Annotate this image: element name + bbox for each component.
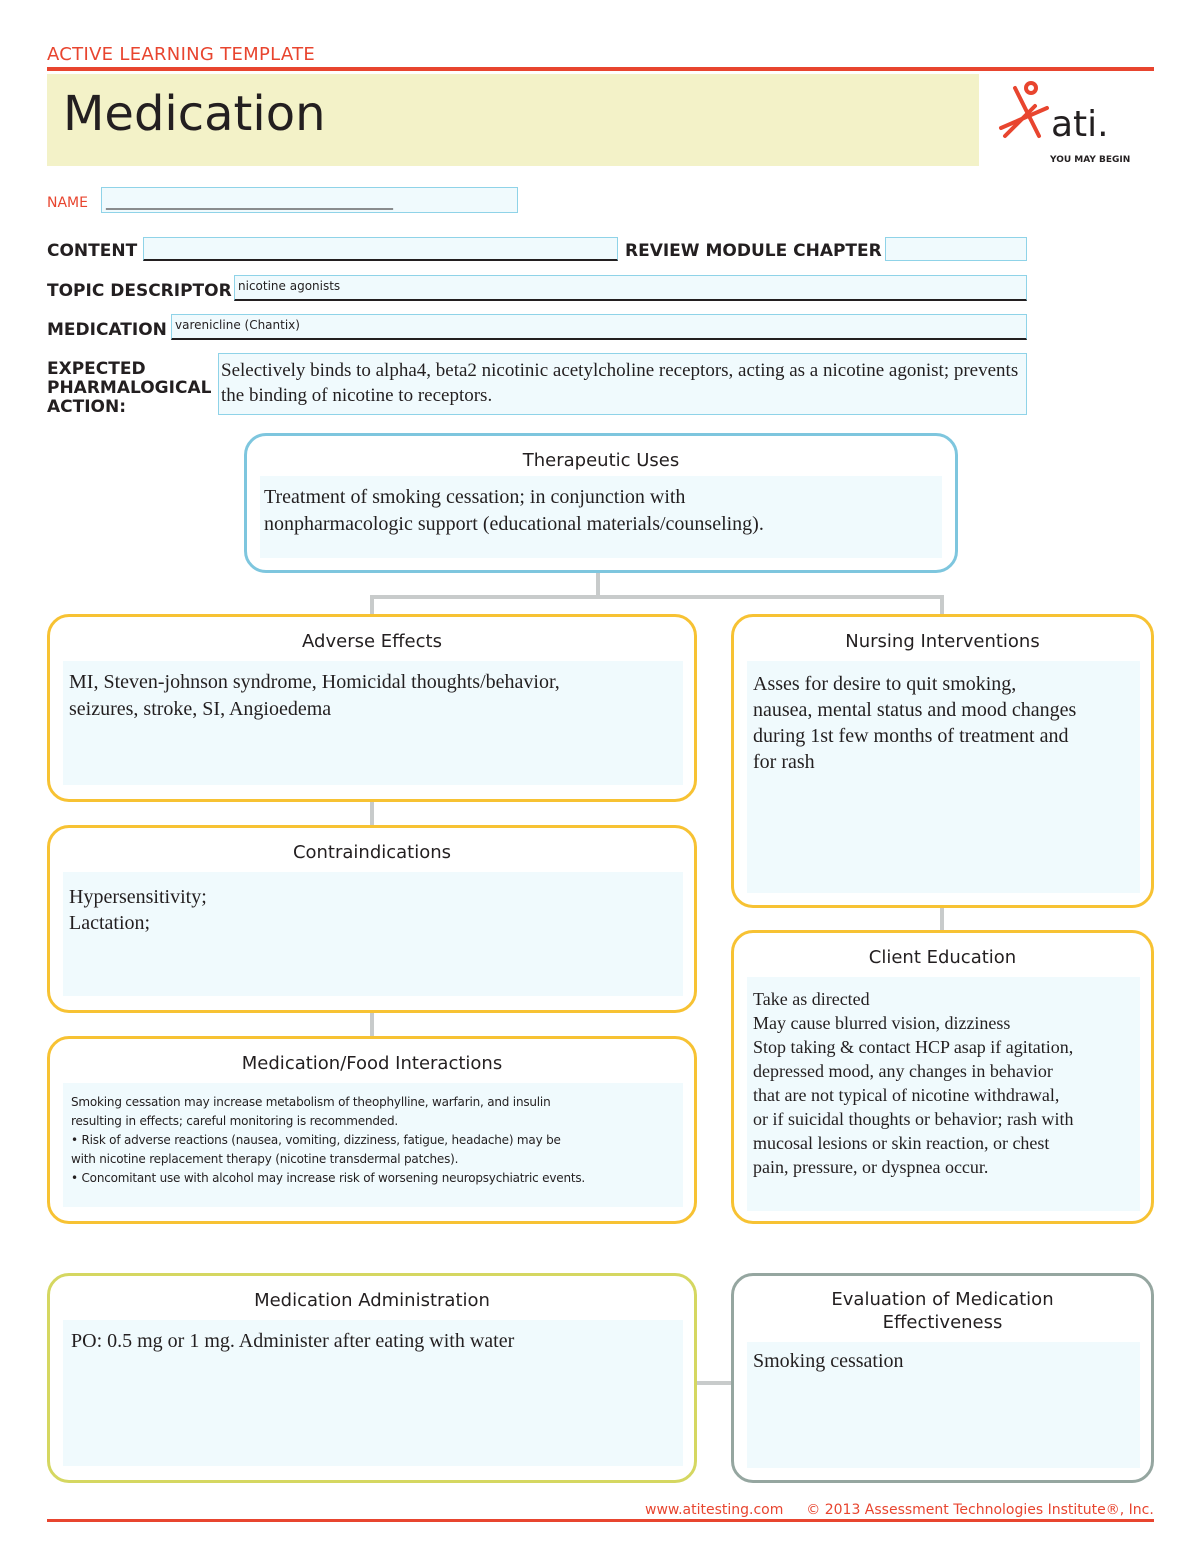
adverse-effects-body[interactable] (63, 661, 683, 785)
connector-adverse-contra (370, 800, 374, 826)
expected-action-label-line3: ACTION: (47, 397, 127, 417)
adverse-effects-box (47, 614, 697, 802)
interactions-title: Medication/Food Interactions (241, 1053, 503, 1074)
interactions-line-1: Smoking cessation may increase metabolism of theophylline, warfarin, and insulin (71, 1095, 551, 1109)
therapeutic-uses-title: Therapeutic Uses (522, 450, 680, 471)
medication-value: varenicline (Chantix) (175, 318, 300, 332)
review-module-label: REVIEW MODULE CHAPTER (625, 241, 882, 261)
expected-action-value: Selectively binds to alpha4, beta2 nicotinic acetylcholine receptors, acting as a nicotine agonist; prevents the binding of nicotine to receptors. (221, 360, 1019, 406)
client-education-title: Client Education (868, 947, 1017, 968)
name-field-value: _________________________________________ (106, 194, 393, 210)
interactions-line-5: • Concomitant use with alcohol may increase risk of worsening neuropsychiatric events. (71, 1171, 586, 1185)
evaluation-title-line-1: Evaluation of Medication (831, 1289, 1054, 1310)
expected-action-label-line1: EXPECTED (47, 359, 146, 379)
connector-nursing-education (940, 906, 944, 932)
logo-text: ati. (1051, 104, 1109, 145)
topic-descriptor-value: nicotine agonists (238, 279, 341, 293)
interactions-line-2: resulting in effects; careful monitoring is recommended. (71, 1114, 398, 1128)
interactions-body[interactable] (63, 1083, 683, 1207)
adverse-line-1: MI, Steven-johnson syndrome, Homicidal thoughts/behavior, (69, 671, 560, 693)
medication-field[interactable] (171, 314, 1027, 340)
education-line-2: May cause blurred vision, dizziness (753, 1013, 1011, 1033)
administration-line-1: PO: 0.5 mg or 1 mg. Administer after eating with water (71, 1330, 515, 1352)
content-field[interactable] (143, 237, 618, 261)
connector-admin-evaluation (695, 1381, 733, 1385)
contra-line-1: Hypersensitivity; (69, 886, 207, 908)
connector-horizontal (370, 595, 943, 599)
evaluation-title-line-2: Effectiveness (882, 1312, 1003, 1333)
education-line-7: mucosal lesions or skin reaction, or chest (753, 1133, 1050, 1153)
therapeutic-line-1: Treatment of smoking cessation; in conjunction with (264, 486, 686, 508)
nursing-line-2: nausea, mental status and mood changes (753, 699, 1077, 721)
education-line-8: pain, pressure, or dyspnea occur. (753, 1157, 989, 1177)
footer-text (645, 1502, 1154, 1518)
evaluation-title (734, 1288, 1151, 1334)
expected-action-field[interactable] (218, 353, 1027, 415)
name-label: NAME (47, 195, 88, 211)
interactions-line-3: • Risk of adverse reactions (nausea, vomiting, dizziness, fatigue, headache) may be (71, 1133, 561, 1147)
footer-rule (47, 1519, 1154, 1522)
expected-action-label (47, 360, 211, 417)
review-module-field[interactable] (885, 237, 1027, 261)
connector-therapeutic-down (596, 571, 600, 597)
connector-left-drop (370, 595, 374, 615)
page-title: Medication (63, 86, 326, 142)
administration-box (47, 1273, 697, 1483)
logo-tagline: YOU MAY BEGIN (1050, 155, 1131, 165)
education-line-6: or if suicidal thoughts or behavior; rash with (753, 1109, 1074, 1129)
content-label: CONTENT (47, 241, 138, 261)
evaluation-box (731, 1273, 1154, 1483)
education-line-1: Take as directed (753, 989, 870, 1009)
nursing-line-1: Asses for desire to quit smoking, (753, 673, 1017, 695)
education-line-5: that are not typical of nicotine withdrawal, (753, 1085, 1060, 1105)
interactions-line-4: with nicotine replacement therapy (nicotine transdermal patches). (71, 1152, 459, 1166)
nursing-interventions-title: Nursing Interventions (845, 631, 1040, 652)
template-label: ACTIVE LEARNING TEMPLATE (47, 44, 316, 65)
topic-descriptor-label: TOPIC DESCRIPTOR (47, 281, 232, 301)
education-line-4: depressed mood, any changes in behavior (753, 1061, 1053, 1081)
client-education-body[interactable] (747, 977, 1140, 1211)
connector-contra-interactions (370, 1012, 374, 1038)
name-field[interactable] (101, 187, 518, 213)
therapeutic-uses-box (244, 433, 958, 573)
topic-descriptor-field[interactable] (234, 275, 1027, 301)
nursing-interventions-box (731, 614, 1154, 908)
nursing-interventions-body[interactable] (747, 661, 1140, 893)
contraindications-title: Contraindications (292, 842, 452, 863)
therapeutic-line-2: nonpharmacologic support (educational materials/counseling). (264, 513, 764, 535)
footer-copyright: © 2013 Assessment Technologies Institute®, Inc. (806, 1502, 1154, 1518)
education-line-3: Stop taking & contact HCP asap if agitation, (753, 1037, 1074, 1057)
interactions-box (47, 1036, 697, 1224)
nursing-line-3: during 1st few months of treatment and (753, 725, 1069, 747)
evaluation-line-1: Smoking cessation (753, 1350, 904, 1372)
medication-label: MEDICATION (47, 320, 167, 340)
administration-body[interactable] (63, 1320, 683, 1466)
expected-action-label-line2: PHARMALOGICAL (47, 378, 212, 398)
client-education-box (731, 930, 1154, 1224)
adverse-line-2: seizures, stroke, SI, Angioedema (69, 698, 332, 720)
therapeutic-uses-body[interactable] (260, 476, 942, 558)
connector-right-drop (940, 595, 944, 615)
nursing-line-4: for rash (753, 751, 815, 773)
adverse-effects-title: Adverse Effects (302, 631, 442, 652)
administration-title: Medication Administration (254, 1290, 490, 1311)
evaluation-body[interactable] (747, 1342, 1140, 1468)
footer-website[interactable]: www.atitesting.com (645, 1502, 784, 1518)
contraindications-body[interactable] (63, 872, 683, 996)
contraindications-box (47, 825, 697, 1013)
header-rule (47, 67, 1154, 71)
contra-line-2: Lactation; (69, 912, 151, 934)
